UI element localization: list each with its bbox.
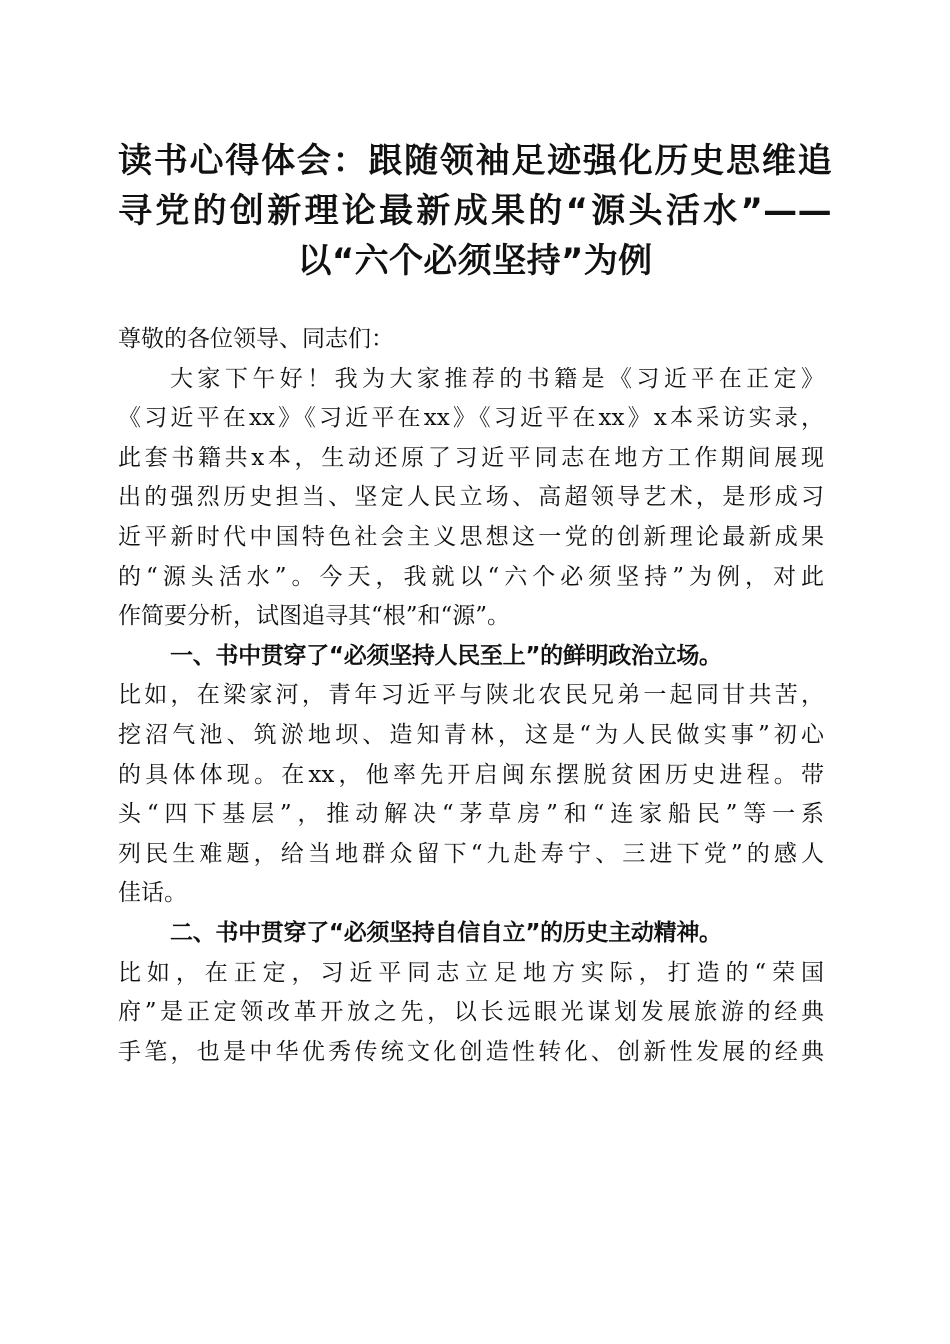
section-2-line: 府”是正定领改革开放之先，以长远眼光谋划发展旅游的经典	[118, 999, 824, 1026]
title-line-1: 读书心得体会：跟随领袖足迹强化历史思维追	[118, 141, 832, 181]
section-1-line: 的具体体现。在xx，他率先开启闽东摆脱贫困历史进程。带	[118, 761, 824, 788]
intro-line: 此套书籍共x本，生动还原了习近平同志在地方工作期间展现	[118, 444, 824, 471]
intro-line: 《习近平在xx》《习近平在xx》《习近平在xx》x本采访实录，	[118, 405, 824, 432]
title-line-2: 寻党的创新理论最新成果的“源头活水”——	[118, 191, 832, 231]
section-2-line: 手笔，也是中华优秀传统文化创造性转化、创新性发展的经典	[118, 1038, 824, 1065]
document-body	[118, 320, 824, 1072]
intro-line: 近平新时代中国特色社会主义思想这一党的创新理论最新成果	[118, 523, 824, 550]
intro-paragraph	[118, 360, 824, 637]
document-title	[118, 136, 832, 286]
section-2-line: 比如，在正定，习近平同志立足地方实际，打造的“荣国	[118, 959, 824, 986]
intro-line: 作简要分析，试图追寻其“根”和“源”。	[118, 603, 511, 630]
salutation: 尊敬的各位领导、同志们：	[118, 326, 394, 352]
intro-line: 出的强烈历史担当、坚定人民立场、高超领导艺术，是形成习	[118, 484, 824, 511]
title-line-3: 以“六个必须坚持”为例	[297, 241, 653, 281]
section-1-line: 挖沼气池、筑淤地坝、造知青林，这是“为人民做实事”初心	[118, 721, 824, 748]
section-1-line: 头“四下基层”，推动解决“茅草房”和“连家船民”等一系	[118, 801, 824, 828]
intro-line: 的“源头活水”。今天，我就以“六个必须坚持”为例，对此	[118, 563, 824, 590]
section-1-line: 列民生难题，给当地群众留下“九赴寿宁、三进下党”的感人	[118, 840, 824, 867]
section-1-heading: 一、书中贯穿了“必须坚持人民至上”的鲜明政治立场。	[170, 642, 722, 669]
section-1	[118, 637, 824, 914]
section-2	[118, 914, 824, 1072]
section-1-line: 比如，在梁家河，青年习近平与陕北农民兄弟一起同甘共苦，	[118, 682, 824, 709]
section-1-line: 佳话。	[118, 880, 187, 907]
section-2-heading: 二、书中贯穿了“必须坚持自信自立”的历史主动精神。	[170, 919, 722, 946]
intro-line: 大家下午好！我为大家推荐的书籍是《习近平在正定》	[170, 365, 824, 392]
